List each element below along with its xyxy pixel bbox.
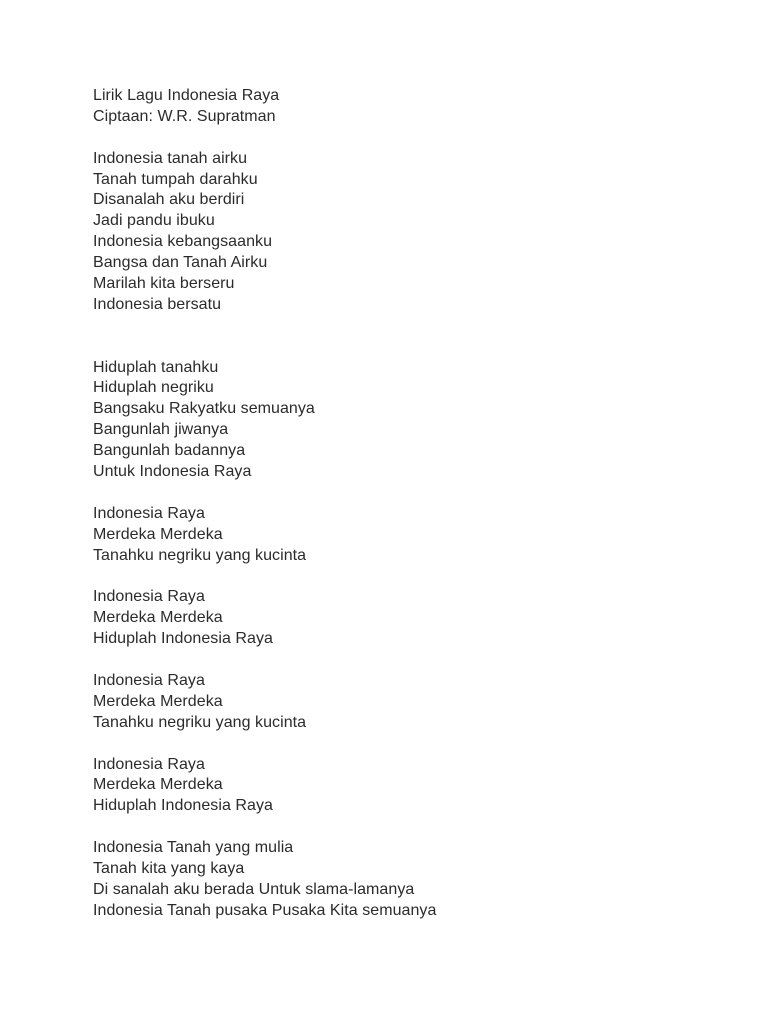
- spacer: [93, 817, 733, 838]
- stanza-2: [93, 358, 733, 483]
- lyric-line: Indonesia Raya: [93, 504, 205, 522]
- lyric-line: Marilah kita berseru: [93, 275, 235, 293]
- stanza-5: [93, 671, 733, 734]
- lyric-line: Tanah tumpah darahku: [93, 170, 258, 188]
- stanza-3: [93, 504, 733, 567]
- stanza-1: [93, 149, 733, 316]
- author-line: Ciptaan: W.R. Supratman: [93, 107, 276, 125]
- lyric-line: Indonesia kebangsaanku: [93, 233, 273, 251]
- lyric-line: Bangunlah jiwanya: [93, 421, 229, 439]
- lyric-line: Hiduplah Indonesia Raya: [93, 630, 273, 648]
- stanza-4: [93, 587, 733, 650]
- lyric-line: Bangsa dan Tanah Airku: [93, 254, 268, 272]
- lyric-line: Indonesia tanah airku: [93, 149, 248, 167]
- spacer: [93, 483, 733, 504]
- lyric-line: Indonesia Raya: [93, 755, 205, 773]
- lyric-line: Merdeka Merdeka: [93, 776, 223, 794]
- lyric-line: Tanah kita yang kaya: [93, 859, 245, 877]
- lyric-line: Hiduplah tanahku: [93, 358, 219, 376]
- stanza-6: [93, 755, 733, 818]
- lyric-line: Indonesia Raya: [93, 588, 205, 606]
- lyric-line: Tanahku negriku yang kucinta: [93, 546, 307, 564]
- lyric-line: Merdeka Merdeka: [93, 525, 223, 543]
- spacer: [93, 128, 733, 149]
- lyric-line: Bangunlah badannya: [93, 442, 246, 460]
- lyric-line: Hiduplah negriku: [93, 379, 214, 397]
- document-page: [93, 86, 733, 922]
- lyric-line: Di sanalah aku berada Untuk slama-lamanya: [93, 880, 415, 898]
- lyric-line: Jadi pandu ibuku: [93, 212, 215, 230]
- lyric-line: Merdeka Merdeka: [93, 692, 223, 710]
- stanza-7: [93, 838, 733, 922]
- lyric-line: Bangsaku Rakyatku semuanya: [93, 400, 315, 418]
- lyric-line: Tanahku negriku yang kucinta: [93, 713, 307, 731]
- lyric-line: Indonesia Raya: [93, 671, 205, 689]
- lyric-line: Untuk Indonesia Raya: [93, 463, 252, 481]
- lyric-line: Disanalah aku berdiri: [93, 191, 245, 209]
- spacer: [93, 567, 733, 588]
- spacer: [93, 316, 733, 358]
- spacer: [93, 650, 733, 671]
- lyric-line: Indonesia bersatu: [93, 295, 222, 313]
- lyric-line: Hiduplah Indonesia Raya: [93, 797, 273, 815]
- lyric-line: Indonesia Tanah yang mulia: [93, 839, 294, 857]
- lyric-line: Indonesia Tanah pusaka Pusaka Kita semuanya: [93, 901, 437, 919]
- lyric-line: Merdeka Merdeka: [93, 609, 223, 627]
- spacer: [93, 734, 733, 755]
- document-title: Lirik Lagu Indonesia Raya: [93, 87, 280, 104]
